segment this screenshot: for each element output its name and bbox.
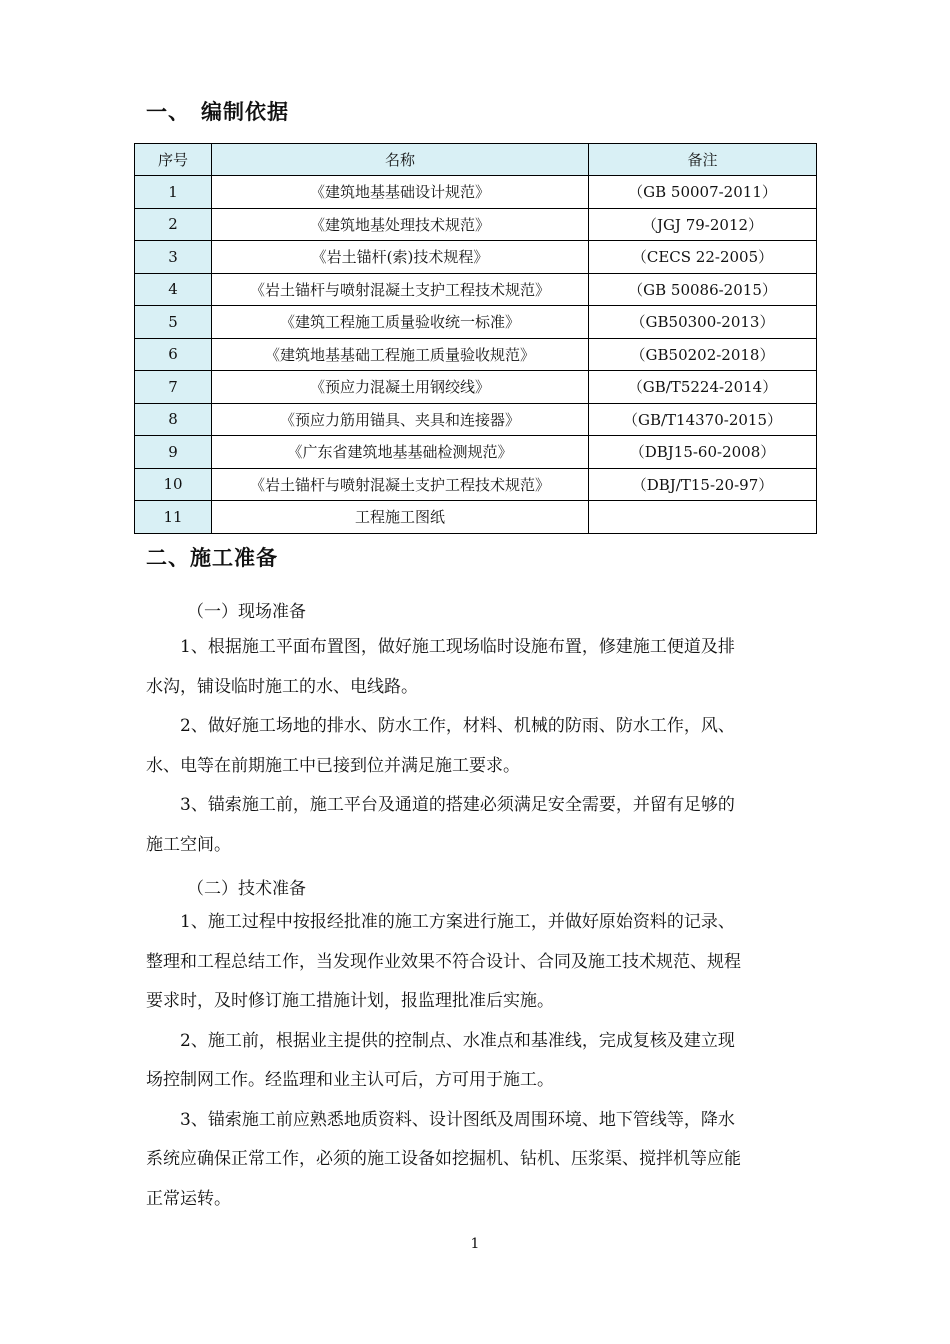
standard-code: （CECS 22-2005）: [589, 241, 817, 274]
text-line: 施工空间。: [146, 834, 231, 855]
standard-code: （GB/T5224-2014）: [589, 371, 817, 404]
header-index: 序号: [135, 144, 212, 176]
table-row: [135, 436, 817, 469]
header-remark: 备注: [589, 144, 817, 176]
standard-name: 《预应力筋用锚具、夹具和连接器》: [212, 403, 589, 436]
row-index: 10: [135, 468, 212, 501]
standard-name: 《岩土锚杆(索)技术规程》: [212, 241, 589, 274]
standard-code: [589, 501, 817, 534]
text-line: 场控制网工作。经监理和业主认可后，方可用于施工。: [146, 1070, 554, 1090]
standards-table: [134, 143, 817, 534]
table-row: [135, 306, 817, 339]
table-row: [135, 338, 817, 371]
table-row: [135, 241, 817, 274]
row-index: 11: [135, 501, 212, 534]
standard-name: 工程施工图纸: [212, 501, 589, 534]
text-line: 系统应确保正常工作，必须的施工设备如挖掘机、钻机、压浆渠、搅拌机等应能: [146, 1149, 741, 1169]
page-number: 1: [470, 1236, 480, 1252]
section-2-heading: 二、施工准备: [146, 546, 278, 570]
standard-code: （DBJ/T15-20-97）: [589, 468, 817, 501]
standard-name: 《预应力混凝土用钢绞线》: [212, 371, 589, 404]
standard-code: （GB50300-2013）: [589, 306, 817, 339]
row-index: 6: [135, 338, 212, 371]
row-index: 8: [135, 403, 212, 436]
standard-code: （DBJ15-60-2008）: [589, 436, 817, 469]
text-line: 1、根据施工平面布置图，做好施工现场临时设施布置，修建施工便道及排: [146, 637, 735, 657]
standard-name: 《建筑地基基础工程施工质量验收规范》: [212, 338, 589, 371]
row-index: 5: [135, 306, 212, 339]
row-index: 7: [135, 371, 212, 404]
text-line: 3、锚索施工前应熟悉地质资料、设计图纸及周围环境、地下管线等，降水: [146, 1109, 735, 1130]
text-line: 整理和工程总结工作，当发现作业效果不符合设计、合同及施工技术规范、规程: [146, 951, 741, 972]
text-line: 水沟，铺设临时施工的水、电线路。: [146, 676, 418, 697]
text-line: 水、电等在前期施工中已接到位并满足施工要求。: [146, 755, 520, 776]
standard-name: 《建筑工程施工质量验收统一标准》: [212, 306, 589, 339]
subsection-tech-prep: （二）技术准备: [187, 879, 306, 899]
standard-name: 《岩土锚杆与喷射混凝土支护工程技术规范》: [212, 468, 589, 501]
table-header-row: [135, 144, 817, 176]
text-line: 2、做好施工场地的排水、防水工作，材料、机械的防雨、防水工作，风、: [146, 716, 735, 736]
table-row: [135, 273, 817, 306]
section-1-title: 编制依据: [201, 100, 289, 124]
standard-code: （GB 50086-2015）: [589, 273, 817, 306]
site-prep-text: [146, 628, 806, 865]
row-index: 2: [135, 208, 212, 241]
row-index: 3: [135, 241, 212, 274]
table-row: [135, 468, 817, 501]
standard-code: （GB50202-2018）: [589, 338, 817, 371]
standard-name: 《建筑地基基础设计规范》: [212, 176, 589, 209]
row-index: 1: [135, 176, 212, 209]
standard-name: 《建筑地基处理技术规范》: [212, 208, 589, 241]
table-row: [135, 371, 817, 404]
section-1-number: 一、: [146, 100, 190, 124]
text-line: 要求时，及时修订施工措施计划，报监理批准后实施。: [146, 991, 554, 1011]
standard-code: （GB/T14370-2015）: [589, 403, 817, 436]
table-row: [135, 176, 817, 209]
text-line: 2、施工前，根据业主提供的控制点、水准点和基准线，完成复核及建立现: [146, 1030, 735, 1051]
text-line: 1、施工过程中按报经批准的施工方案进行施工，并做好原始资料的记录、: [146, 912, 735, 932]
standard-name: 《岩土锚杆与喷射混凝土支护工程技术规范》: [212, 273, 589, 306]
table-row: [135, 403, 817, 436]
subsection-site-prep: （一）现场准备: [187, 602, 306, 622]
standard-name: 《广东省建筑地基基础检测规范》: [212, 436, 589, 469]
standard-code: （JGJ 79-2012）: [589, 208, 817, 241]
text-line: 3、锚索施工前，施工平台及通道的搭建必须满足安全需要，并留有足够的: [146, 795, 735, 815]
standard-code: （GB 50007-2011）: [589, 176, 817, 209]
section-1-heading: [146, 96, 289, 126]
tech-prep-text: [146, 903, 806, 1219]
table-row: [135, 208, 817, 241]
table-row: [135, 501, 817, 534]
header-name: 名称: [212, 144, 589, 176]
row-index: 9: [135, 436, 212, 469]
text-line: 正常运转。: [146, 1188, 231, 1209]
row-index: 4: [135, 273, 212, 306]
